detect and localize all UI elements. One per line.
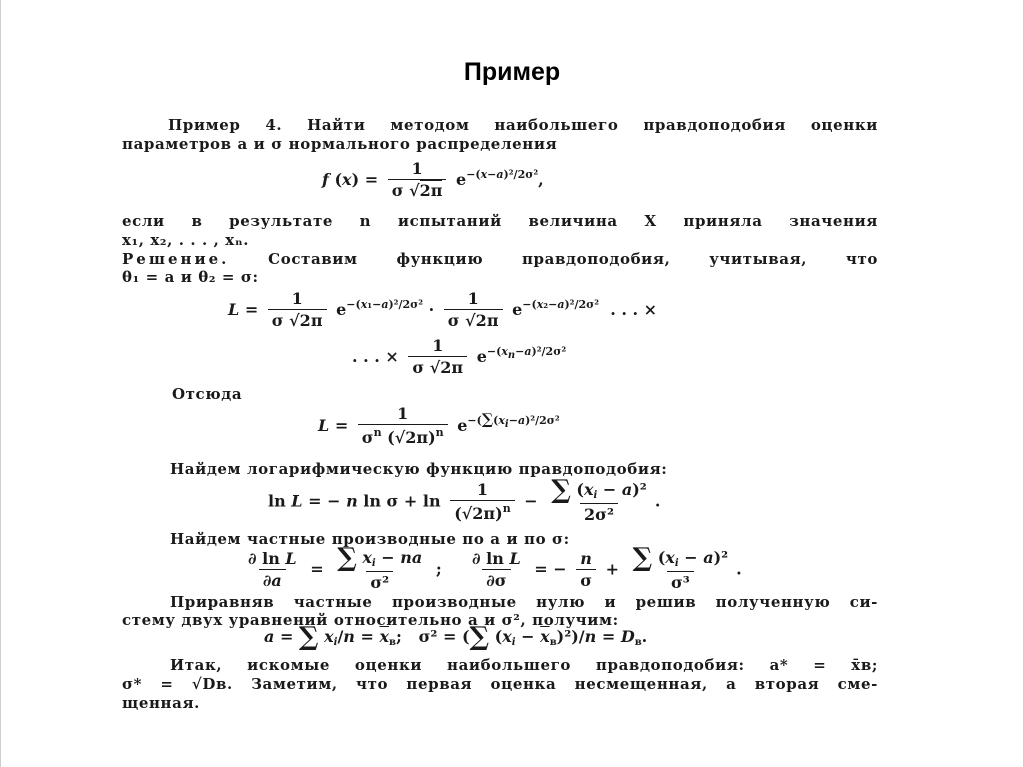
solution-deriv-intro: Найдем частные производные по a и по σ:: [170, 530, 570, 548]
solution-conclusion-line-3: щенная.: [122, 694, 200, 712]
formula-likelihood-2: . . . × $\frac{1}{\sigma √2\pi}$ $e^{-(x_n-a)^2/2\sigma^2}$: [352, 336, 567, 378]
solution-line-1: [122, 250, 878, 268]
solution-line-2: θ₁ = a и θ₂ = σ:: [122, 268, 259, 286]
problem-heading: Пример 4.: [168, 116, 283, 134]
slide-title: Пример: [463, 58, 561, 86]
problem-line-3: если в результате n испытаний величина X приняла значения: [122, 212, 878, 230]
formula-likelihood-1: L = $\frac{1}{\sigma √2\pi}$ $e^{-(x_1-a)^2/2\sigma^2}$ · $\frac{1}{\sigma √2\pi}$ $e^{-(x_2-a)^2/2\sigma^2}$ . . . ×: [228, 289, 658, 331]
formula-derivatives: $\frac{\text{∂ ln L}}{\partial a}$ = $\frac{\sum x_i - na}{\text{σ²}}$ ; $\frac{\text{∂ ln L}}{\partial\sigma}$ = − $\frac{n}{\sigma}$ + $\frac{\sum (x_i - a)^2}{\text{σ³}}$ .: [248, 543, 742, 592]
problem-line-2: параметров a и σ нормального распределения: [122, 135, 558, 153]
solution-log-intro: Найдем логарифмическую функцию правдоподобия:: [170, 460, 668, 478]
formula-log-likelihood: ln L = − n ln σ + ln $\frac{1}{(√2\pi)^n}$ − $\frac{\sum (x_i - a)^2}{\text{2σ²}}$ .: [268, 475, 661, 524]
formula-estimates: a = ∑ $x_i/n = \overline{x}_в$; σ² = (∑ $(x_i - \overline{x}_в)^2)/n = D_в$.: [264, 622, 648, 652]
solution-conclusion-line-1: Итак, искомые оценки наибольшего правдоподобия: a* = x̄в;: [170, 656, 878, 674]
solution-hence: Отсюда: [172, 385, 243, 403]
problem-line-1-text: Найти методом наибольшего правдоподобия оценки: [307, 116, 878, 134]
frame-left-border: [0, 0, 1, 767]
formula-density: f (x) = $\frac{1}{\sigma √2\pi}$ $e^{-(x-a)^2/2\sigma^2}$,: [322, 159, 544, 201]
solution-equate-line-2: стему двух уравнений относительно a и σ², получим:: [122, 611, 619, 629]
problem-line-1: [168, 116, 878, 134]
solution-equate-line-1: Приравняв частные производные нулю и решив полученную си-: [170, 593, 878, 611]
problem-line-4: x₁, x₂, . . . , xₙ.: [122, 231, 250, 249]
solution-label: Решение.: [122, 250, 230, 268]
solution-conclusion-line-2: σ* = √Dв. Заметим, что первая оценка несмещенная, а вторая сме-: [122, 675, 878, 693]
formula-likelihood-product: L = $\frac{1}{\sigma^n (√2\pi)^n}$ $e^{-(\sum(x_i-a)^2/2\sigma^2}$: [318, 404, 560, 448]
solution-line-1-text: Составим функцию правдоподобия, учитывая, что: [268, 250, 878, 268]
